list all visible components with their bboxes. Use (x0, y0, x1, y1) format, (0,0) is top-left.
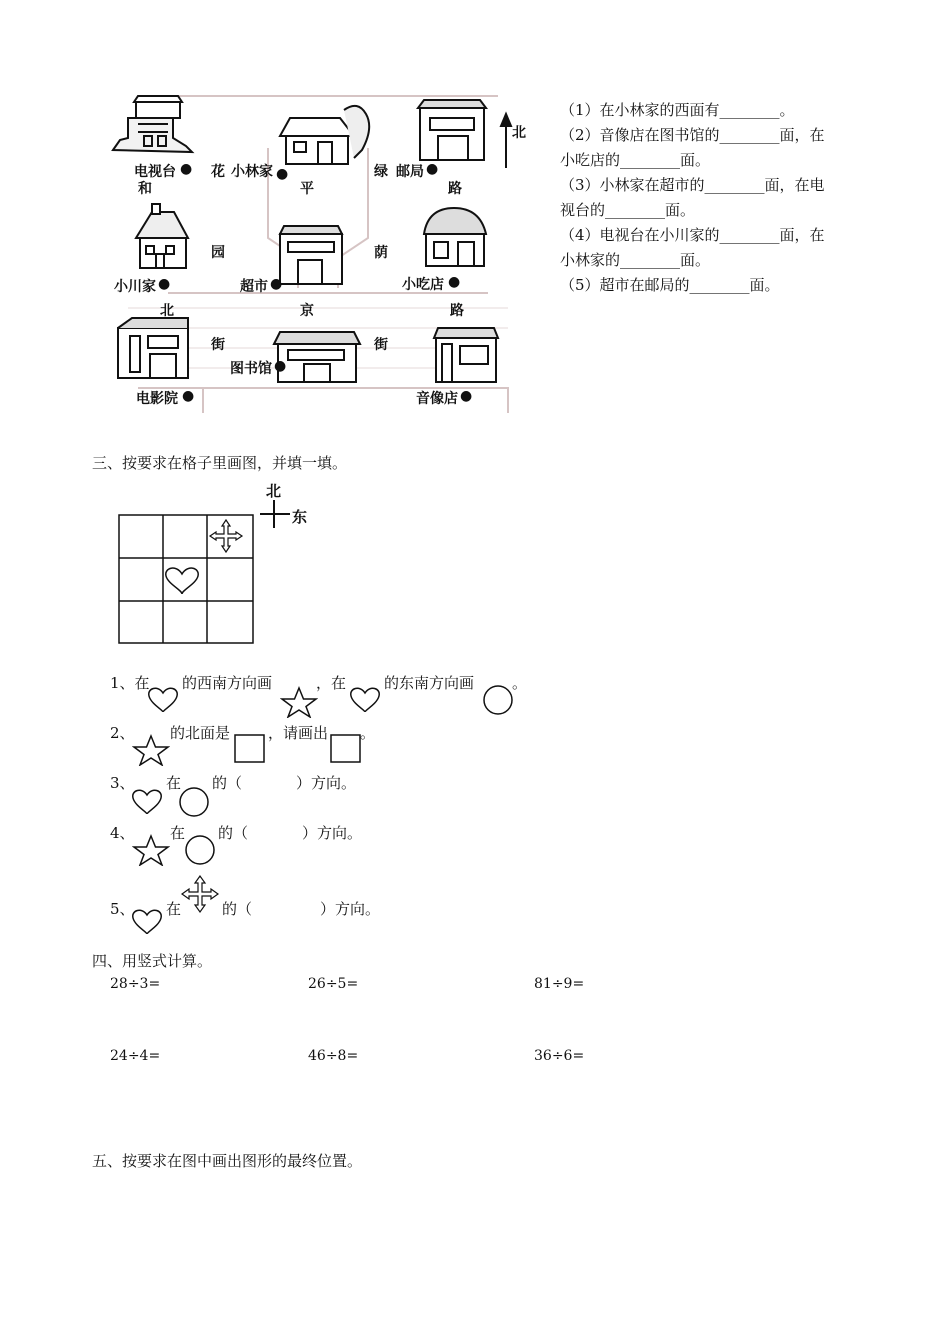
square-icon (234, 734, 266, 764)
map-drawing (108, 88, 540, 418)
dot: ● (426, 161, 439, 177)
xiaochuan-home-icon (136, 204, 188, 268)
item-5-text-b: 的（ (222, 900, 253, 918)
map-question-line: 小吃店的________面。 (560, 151, 711, 169)
circle-icon (178, 786, 212, 818)
item-3-num: 3、 (110, 774, 135, 792)
calc-problem: 81÷9= (534, 976, 585, 992)
street-char: 街 (211, 337, 225, 353)
street-char: 路 (450, 303, 464, 319)
dot: ● (182, 388, 195, 404)
map-question-line: （1）在小林家的西面有________。 (560, 101, 795, 119)
place-library: 图书馆 (230, 361, 272, 377)
street-char: 路 (448, 181, 462, 197)
star-icon (132, 834, 170, 866)
map-question-line: （3）小林家在超市的________面，在电 (560, 176, 825, 194)
direction-grid (118, 514, 258, 650)
heart-icon (130, 786, 164, 816)
street-char: 平 (300, 181, 314, 197)
compass-cross-icon (256, 496, 296, 530)
dot: ● (180, 161, 193, 177)
item-5-num: 5、 (110, 900, 135, 918)
section-5-title: 五、按要求在图中画出图形的最终位置。 (92, 1152, 363, 1170)
item-3-text-b: 的（ (212, 774, 243, 792)
street-char: 街 (374, 337, 388, 353)
dot: ● (448, 274, 461, 290)
post-office-icon (418, 100, 486, 160)
map-question-line: （4）电视台在小川家的________面，在 (560, 226, 825, 244)
map-question-line: 小林家的________面。 (560, 251, 711, 269)
street-char: 绿 (374, 164, 388, 180)
compass (256, 480, 326, 530)
street-char: 花 (211, 164, 225, 180)
dot: ● (276, 166, 289, 182)
xiaolin-home-icon (280, 106, 369, 164)
street-char: 和 (138, 181, 152, 197)
item-3-text-c: ）方向。 (296, 774, 357, 792)
north-label: 北 (512, 125, 526, 141)
map-question-line: （2）音像店在图书馆的________面，在 (560, 126, 825, 144)
item-1-text-a: 的西南方向画 (182, 674, 273, 692)
star-icon (132, 734, 170, 766)
calc-problem: 24÷4= (110, 1048, 161, 1064)
place-xiaolin-home: 小林家 (231, 164, 273, 180)
heart-icon (166, 568, 198, 594)
item-2-num: 2、 (110, 724, 135, 742)
item-2-text-c: 。 (360, 724, 376, 742)
section-3-title: 三、按要求在格子里画图，并填一填。 (92, 454, 348, 472)
compass-east: 东 (292, 508, 308, 526)
cross-arrow-icon (210, 520, 242, 552)
item-3-text-a: 在 (166, 774, 182, 792)
heart-icon (130, 906, 164, 936)
item-1-num: 1、在 (110, 674, 150, 692)
item-2-text-b: ，请画出 (268, 724, 329, 742)
item-4-text-a: 在 (170, 824, 186, 842)
street-char: 京 (300, 303, 314, 319)
supermarket-icon (280, 226, 342, 284)
item-4-num: 4、 (110, 824, 135, 842)
item-1-text-c: 的东南方向画 (384, 674, 475, 692)
circle-icon (184, 834, 218, 866)
item-2-text-a: 的北面是 (170, 724, 231, 742)
cross-arrow-icon (180, 874, 220, 914)
snack-shop-icon (424, 208, 486, 266)
item-4-text-b: 的（ (218, 824, 249, 842)
circle-icon (482, 684, 516, 716)
calc-problem: 46÷8= (308, 1048, 359, 1064)
place-av-shop: 音像店 (416, 391, 458, 407)
compass-north: 北 (266, 482, 282, 500)
item-4-text-c: ）方向。 (302, 824, 363, 842)
heart-icon (146, 684, 180, 714)
star-icon (280, 686, 318, 718)
library-icon (274, 332, 360, 382)
map-question-line: 视台的________面。 (560, 201, 696, 219)
map-questions (560, 98, 850, 298)
place-post-office: 邮局 (396, 164, 424, 180)
place-xiaochuan-home: 小川家 (114, 279, 156, 295)
item-1-text-d: 。 (512, 674, 528, 692)
calc-problem: 36÷6= (534, 1048, 585, 1064)
dot: ● (274, 358, 287, 374)
cinema-icon (118, 318, 188, 378)
street-char: 荫 (374, 245, 388, 261)
tv-station-icon (113, 96, 192, 152)
place-tv-station: 电视台 (134, 164, 176, 180)
calc-problem: 26÷5= (308, 976, 359, 992)
square-icon (330, 734, 362, 764)
dot: ● (460, 388, 473, 404)
item-5-text-c: ）方向。 (320, 900, 381, 918)
section-4-title: 四、用竖式计算。 (92, 952, 213, 970)
dot: ● (158, 276, 171, 292)
street-map (108, 88, 540, 418)
heart-icon (348, 684, 382, 714)
place-supermarket: 超市 (240, 279, 268, 295)
place-cinema: 电影院 (136, 391, 178, 407)
place-snack-shop: 小吃店 (402, 277, 444, 293)
north-arrow-icon (501, 114, 511, 168)
item-5-text-a: 在 (166, 900, 182, 918)
street-char: 园 (211, 245, 225, 261)
item-1-text-b: ，在 (316, 674, 347, 692)
calc-problem: 28÷3= (110, 976, 161, 992)
dot: ● (270, 276, 283, 292)
map-question-line: （5）超市在邮局的________面。 (560, 276, 780, 294)
street-char: 北 (160, 303, 174, 319)
av-shop-icon (434, 328, 498, 382)
